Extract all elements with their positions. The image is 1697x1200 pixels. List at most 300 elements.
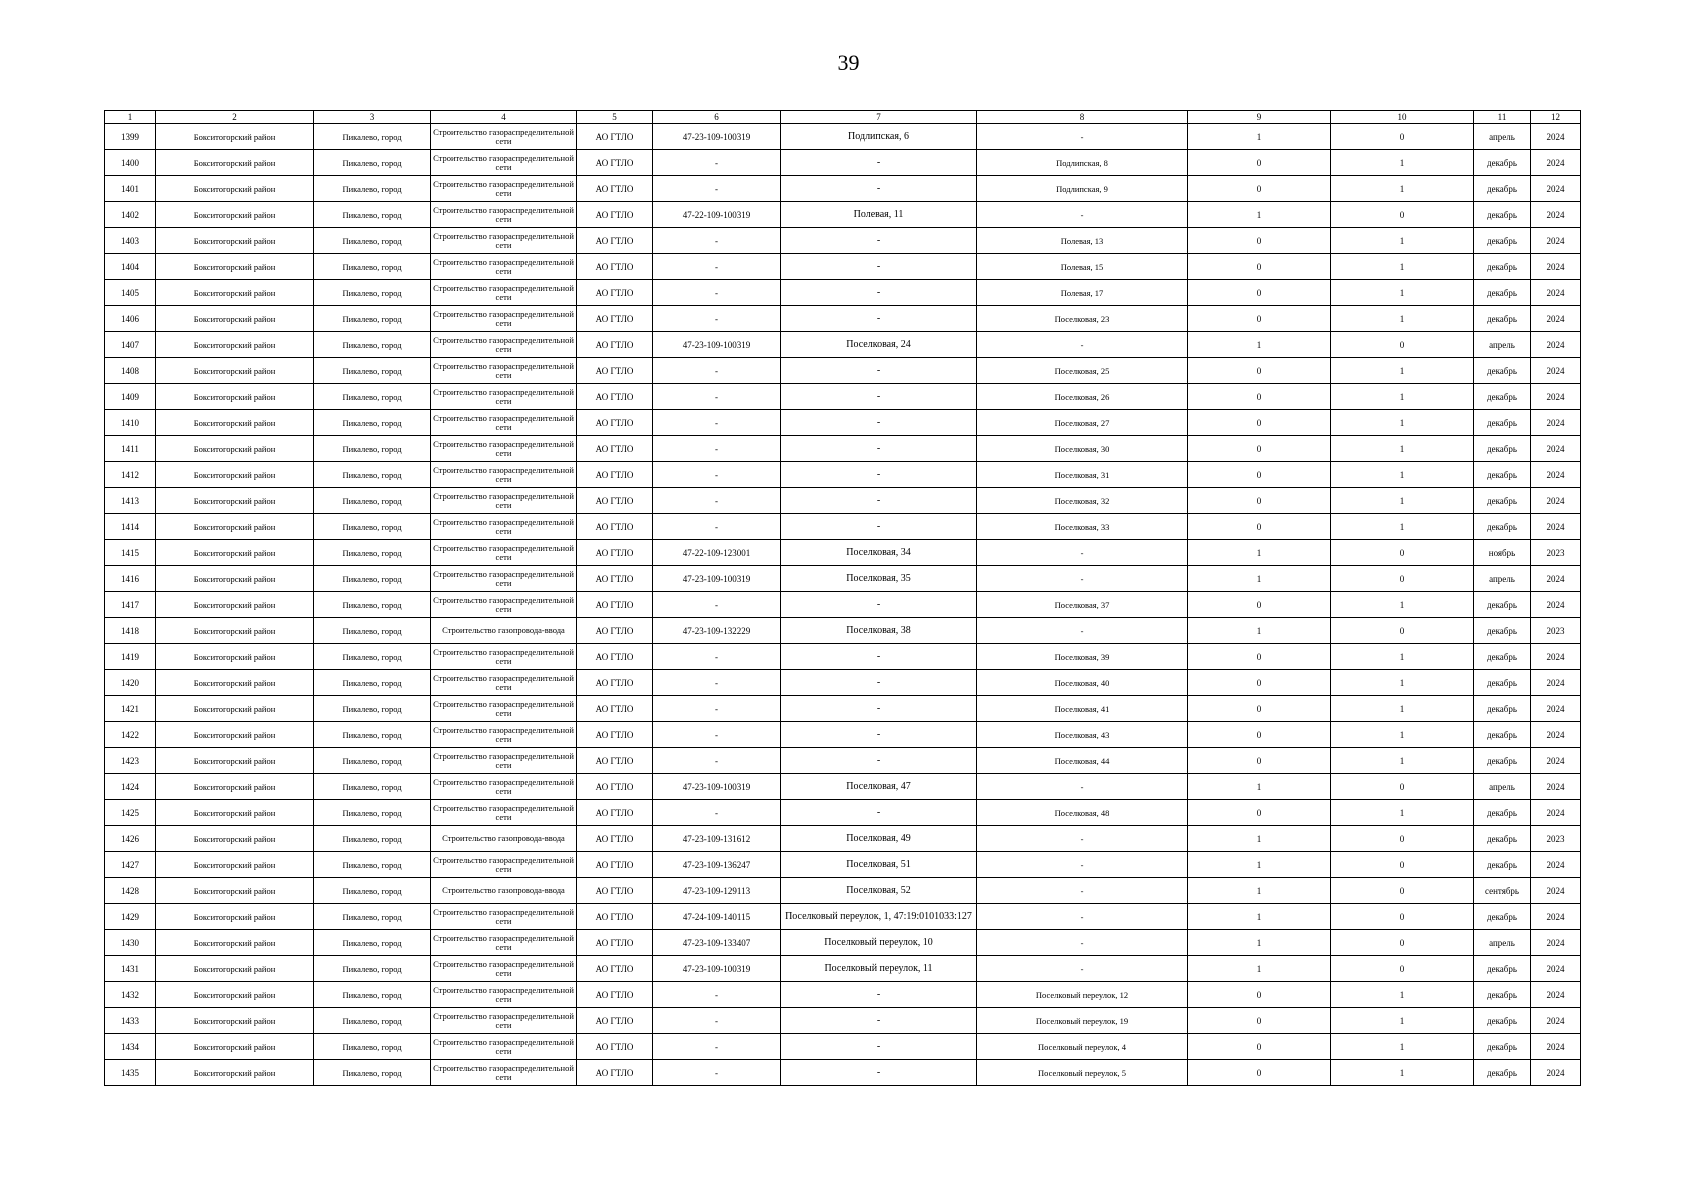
row-number-cell: 1422 <box>105 722 156 748</box>
count-planned-cell: 1 <box>1331 254 1474 280</box>
table-row <box>105 722 1581 748</box>
district-cell: Бокситогорский район <box>156 982 314 1008</box>
count-planned-cell: 1 <box>1331 592 1474 618</box>
application-number-cell: 47-22-109-123001 <box>653 540 781 566</box>
organization-cell: АО ГТЛО <box>577 774 653 800</box>
city-cell: Пикалево, город <box>314 124 431 150</box>
count-connected-cell: 1 <box>1188 124 1331 150</box>
count-planned-cell: 0 <box>1331 878 1474 904</box>
count-connected-cell: 0 <box>1188 254 1331 280</box>
work-type-cell: Строительство газораспределительной сети <box>431 644 577 670</box>
row-number-cell: 1411 <box>105 436 156 462</box>
month-cell: декабрь <box>1474 644 1531 670</box>
table-row <box>105 696 1581 722</box>
row-number-cell: 1430 <box>105 930 156 956</box>
header-row <box>105 111 1581 124</box>
application-number-cell: 47-23-109-100319 <box>653 956 781 982</box>
district-cell: Бокситогорский район <box>156 462 314 488</box>
table-row <box>105 280 1581 306</box>
planned-address-cell: Поселковый переулок, 4 <box>977 1034 1188 1060</box>
district-cell: Бокситогорский район <box>156 774 314 800</box>
month-cell: декабрь <box>1474 592 1531 618</box>
work-type-cell: Строительство газопровода-ввода <box>431 878 577 904</box>
year-cell: 2024 <box>1531 878 1581 904</box>
year-cell: 2024 <box>1531 306 1581 332</box>
organization-cell: АО ГТЛО <box>577 670 653 696</box>
work-type-cell: Строительство газораспределительной сети <box>431 410 577 436</box>
city-cell: Пикалево, город <box>314 904 431 930</box>
city-cell: Пикалево, город <box>314 930 431 956</box>
organization-cell: АО ГТЛО <box>577 722 653 748</box>
address-cell: - <box>781 254 977 280</box>
application-number-cell: 47-23-109-136247 <box>653 852 781 878</box>
planned-address-cell: Полевая, 13 <box>977 228 1188 254</box>
city-cell: Пикалево, город <box>314 592 431 618</box>
count-planned-cell: 1 <box>1331 514 1474 540</box>
application-number-cell: - <box>653 696 781 722</box>
planned-address-cell: - <box>977 332 1188 358</box>
planned-address-cell: Поселковая, 23 <box>977 306 1188 332</box>
application-number-cell: - <box>653 722 781 748</box>
month-cell: декабрь <box>1474 306 1531 332</box>
application-number-cell: - <box>653 228 781 254</box>
work-type-cell: Строительство газораспределительной сети <box>431 930 577 956</box>
count-planned-cell: 0 <box>1331 124 1474 150</box>
application-number-cell: - <box>653 982 781 1008</box>
application-number-cell: 47-23-109-100319 <box>653 774 781 800</box>
col-header: 12 <box>1531 111 1581 124</box>
count-planned-cell: 0 <box>1331 566 1474 592</box>
district-cell: Бокситогорский район <box>156 254 314 280</box>
work-type-cell: Строительство газораспределительной сети <box>431 228 577 254</box>
address-cell: - <box>781 280 977 306</box>
planned-address-cell: Подлипская, 9 <box>977 176 1188 202</box>
city-cell: Пикалево, город <box>314 774 431 800</box>
row-number-cell: 1431 <box>105 956 156 982</box>
organization-cell: АО ГТЛО <box>577 306 653 332</box>
table-row <box>105 410 1581 436</box>
city-cell: Пикалево, город <box>314 384 431 410</box>
application-number-cell: - <box>653 800 781 826</box>
year-cell: 2024 <box>1531 332 1581 358</box>
month-cell: декабрь <box>1474 202 1531 228</box>
row-number-cell: 1417 <box>105 592 156 618</box>
planned-address-cell: Поселковая, 48 <box>977 800 1188 826</box>
count-planned-cell: 0 <box>1331 202 1474 228</box>
row-number-cell: 1425 <box>105 800 156 826</box>
month-cell: декабрь <box>1474 1034 1531 1060</box>
district-cell: Бокситогорский район <box>156 436 314 462</box>
count-connected-cell: 0 <box>1188 1008 1331 1034</box>
city-cell: Пикалево, город <box>314 176 431 202</box>
city-cell: Пикалево, город <box>314 696 431 722</box>
table-row <box>105 358 1581 384</box>
work-type-cell: Строительство газораспределительной сети <box>431 202 577 228</box>
application-number-cell: 47-23-109-133407 <box>653 930 781 956</box>
count-planned-cell: 1 <box>1331 670 1474 696</box>
work-type-cell: Строительство газораспределительной сети <box>431 540 577 566</box>
col-header: 11 <box>1474 111 1531 124</box>
table-row <box>105 1008 1581 1034</box>
work-type-cell: Строительство газопровода-ввода <box>431 826 577 852</box>
application-number-cell: 47-23-109-132229 <box>653 618 781 644</box>
month-cell: декабрь <box>1474 384 1531 410</box>
application-number-cell: 47-23-109-100319 <box>653 332 781 358</box>
city-cell: Пикалево, город <box>314 514 431 540</box>
count-connected-cell: 0 <box>1188 384 1331 410</box>
planned-address-cell: - <box>977 930 1188 956</box>
organization-cell: АО ГТЛО <box>577 228 653 254</box>
organization-cell: АО ГТЛО <box>577 878 653 904</box>
gasification-table <box>104 110 1581 1086</box>
address-cell: - <box>781 306 977 332</box>
count-planned-cell: 1 <box>1331 488 1474 514</box>
count-connected-cell: 1 <box>1188 566 1331 592</box>
row-number-cell: 1414 <box>105 514 156 540</box>
year-cell: 2024 <box>1531 410 1581 436</box>
address-cell: - <box>781 982 977 1008</box>
application-number-cell: - <box>653 514 781 540</box>
count-connected-cell: 0 <box>1188 696 1331 722</box>
organization-cell: АО ГТЛО <box>577 1034 653 1060</box>
table-row <box>105 176 1581 202</box>
count-planned-cell: 1 <box>1331 150 1474 176</box>
row-number-cell: 1415 <box>105 540 156 566</box>
count-connected-cell: 0 <box>1188 228 1331 254</box>
work-type-cell: Строительство газораспределительной сети <box>431 1060 577 1086</box>
count-planned-cell: 1 <box>1331 1008 1474 1034</box>
city-cell: Пикалево, город <box>314 150 431 176</box>
month-cell: декабрь <box>1474 800 1531 826</box>
month-cell: сентябрь <box>1474 878 1531 904</box>
year-cell: 2024 <box>1531 358 1581 384</box>
year-cell: 2024 <box>1531 774 1581 800</box>
district-cell: Бокситогорский район <box>156 488 314 514</box>
address-cell: Полевая, 11 <box>781 202 977 228</box>
year-cell: 2023 <box>1531 826 1581 852</box>
year-cell: 2024 <box>1531 566 1581 592</box>
address-cell: - <box>781 150 977 176</box>
count-connected-cell: 1 <box>1188 202 1331 228</box>
organization-cell: АО ГТЛО <box>577 514 653 540</box>
table-row <box>105 462 1581 488</box>
city-cell: Пикалево, город <box>314 852 431 878</box>
count-connected-cell: 0 <box>1188 280 1331 306</box>
planned-address-cell: - <box>977 202 1188 228</box>
district-cell: Бокситогорский район <box>156 696 314 722</box>
district-cell: Бокситогорский район <box>156 514 314 540</box>
year-cell: 2024 <box>1531 670 1581 696</box>
row-number-cell: 1402 <box>105 202 156 228</box>
count-planned-cell: 0 <box>1331 540 1474 566</box>
district-cell: Бокситогорский район <box>156 826 314 852</box>
address-cell: Поселковая, 47 <box>781 774 977 800</box>
address-cell: - <box>781 722 977 748</box>
district-cell: Бокситогорский район <box>156 852 314 878</box>
row-number-cell: 1427 <box>105 852 156 878</box>
table-row <box>105 904 1581 930</box>
count-connected-cell: 1 <box>1188 904 1331 930</box>
year-cell: 2024 <box>1531 280 1581 306</box>
year-cell: 2024 <box>1531 800 1581 826</box>
table-row <box>105 774 1581 800</box>
planned-address-cell: - <box>977 774 1188 800</box>
application-number-cell: - <box>653 1060 781 1086</box>
address-cell: - <box>781 358 977 384</box>
planned-address-cell: - <box>977 878 1188 904</box>
city-cell: Пикалево, город <box>314 566 431 592</box>
city-cell: Пикалево, город <box>314 410 431 436</box>
city-cell: Пикалево, город <box>314 1034 431 1060</box>
application-number-cell: 47-24-109-140115 <box>653 904 781 930</box>
work-type-cell: Строительство газораспределительной сети <box>431 696 577 722</box>
row-number-cell: 1419 <box>105 644 156 670</box>
month-cell: декабрь <box>1474 618 1531 644</box>
planned-address-cell: - <box>977 956 1188 982</box>
organization-cell: АО ГТЛО <box>577 254 653 280</box>
month-cell: декабрь <box>1474 670 1531 696</box>
col-header: 5 <box>577 111 653 124</box>
month-cell: декабрь <box>1474 436 1531 462</box>
address-cell: - <box>781 410 977 436</box>
work-type-cell: Строительство газораспределительной сети <box>431 956 577 982</box>
application-number-cell: - <box>653 254 781 280</box>
address-cell: Поселковая, 38 <box>781 618 977 644</box>
year-cell: 2024 <box>1531 436 1581 462</box>
application-number-cell: - <box>653 592 781 618</box>
table-row <box>105 384 1581 410</box>
year-cell: 2024 <box>1531 1008 1581 1034</box>
application-number-cell: - <box>653 748 781 774</box>
address-cell: - <box>781 436 977 462</box>
month-cell: декабрь <box>1474 514 1531 540</box>
planned-address-cell: - <box>977 852 1188 878</box>
organization-cell: АО ГТЛО <box>577 436 653 462</box>
planned-address-cell: - <box>977 904 1188 930</box>
year-cell: 2024 <box>1531 1034 1581 1060</box>
work-type-cell: Строительство газораспределительной сети <box>431 124 577 150</box>
city-cell: Пикалево, город <box>314 748 431 774</box>
col-header: 4 <box>431 111 577 124</box>
table-row <box>105 514 1581 540</box>
count-planned-cell: 0 <box>1331 956 1474 982</box>
city-cell: Пикалево, город <box>314 1008 431 1034</box>
work-type-cell: Строительство газораспределительной сети <box>431 488 577 514</box>
table-row <box>105 956 1581 982</box>
planned-address-cell: - <box>977 826 1188 852</box>
district-cell: Бокситогорский район <box>156 150 314 176</box>
work-type-cell: Строительство газораспределительной сети <box>431 514 577 540</box>
organization-cell: АО ГТЛО <box>577 332 653 358</box>
col-header: 8 <box>977 111 1188 124</box>
organization-cell: АО ГТЛО <box>577 904 653 930</box>
count-connected-cell: 0 <box>1188 644 1331 670</box>
application-number-cell: - <box>653 150 781 176</box>
district-cell: Бокситогорский район <box>156 800 314 826</box>
table-row <box>105 800 1581 826</box>
table-row <box>105 982 1581 1008</box>
planned-address-cell: Поселковая, 33 <box>977 514 1188 540</box>
address-cell: - <box>781 384 977 410</box>
organization-cell: АО ГТЛО <box>577 618 653 644</box>
planned-address-cell: Поселковая, 25 <box>977 358 1188 384</box>
count-connected-cell: 0 <box>1188 800 1331 826</box>
count-planned-cell: 0 <box>1331 904 1474 930</box>
planned-address-cell: - <box>977 566 1188 592</box>
row-number-cell: 1432 <box>105 982 156 1008</box>
work-type-cell: Строительство газопровода-ввода <box>431 618 577 644</box>
month-cell: декабрь <box>1474 1060 1531 1086</box>
month-cell: декабрь <box>1474 150 1531 176</box>
year-cell: 2024 <box>1531 696 1581 722</box>
city-cell: Пикалево, город <box>314 826 431 852</box>
col-header: 1 <box>105 111 156 124</box>
month-cell: декабрь <box>1474 358 1531 384</box>
count-planned-cell: 1 <box>1331 358 1474 384</box>
work-type-cell: Строительство газораспределительной сети <box>431 904 577 930</box>
year-cell: 2024 <box>1531 228 1581 254</box>
count-planned-cell: 0 <box>1331 774 1474 800</box>
count-planned-cell: 0 <box>1331 618 1474 644</box>
city-cell: Пикалево, город <box>314 332 431 358</box>
address-cell: - <box>781 800 977 826</box>
planned-address-cell: Поселковая, 39 <box>977 644 1188 670</box>
application-number-cell: 47-22-109-100319 <box>653 202 781 228</box>
address-cell: - <box>781 592 977 618</box>
address-cell: - <box>781 670 977 696</box>
district-cell: Бокситогорский район <box>156 306 314 332</box>
month-cell: апрель <box>1474 930 1531 956</box>
year-cell: 2024 <box>1531 592 1581 618</box>
district-cell: Бокситогорский район <box>156 332 314 358</box>
work-type-cell: Строительство газораспределительной сети <box>431 358 577 384</box>
organization-cell: АО ГТЛО <box>577 488 653 514</box>
address-cell: - <box>781 1034 977 1060</box>
district-cell: Бокситогорский район <box>156 384 314 410</box>
organization-cell: АО ГТЛО <box>577 930 653 956</box>
organization-cell: АО ГТЛО <box>577 540 653 566</box>
row-number-cell: 1401 <box>105 176 156 202</box>
row-number-cell: 1435 <box>105 1060 156 1086</box>
row-number-cell: 1418 <box>105 618 156 644</box>
organization-cell: АО ГТЛО <box>577 800 653 826</box>
month-cell: декабрь <box>1474 826 1531 852</box>
application-number-cell: 47-23-109-131612 <box>653 826 781 852</box>
table-row <box>105 670 1581 696</box>
table-body <box>105 124 1581 1086</box>
organization-cell: АО ГТЛО <box>577 566 653 592</box>
row-number-cell: 1420 <box>105 670 156 696</box>
table-row <box>105 540 1581 566</box>
organization-cell: АО ГТЛО <box>577 956 653 982</box>
table-row <box>105 852 1581 878</box>
planned-address-cell: Поселковая, 32 <box>977 488 1188 514</box>
district-cell: Бокситогорский район <box>156 176 314 202</box>
table-row <box>105 202 1581 228</box>
planned-address-cell: Подлипская, 8 <box>977 150 1188 176</box>
month-cell: апрель <box>1474 774 1531 800</box>
application-number-cell: - <box>653 644 781 670</box>
count-planned-cell: 1 <box>1331 176 1474 202</box>
work-type-cell: Строительство газораспределительной сети <box>431 722 577 748</box>
district-cell: Бокситогорский район <box>156 748 314 774</box>
city-cell: Пикалево, город <box>314 1060 431 1086</box>
organization-cell: АО ГТЛО <box>577 696 653 722</box>
work-type-cell: Строительство газораспределительной сети <box>431 1034 577 1060</box>
organization-cell: АО ГТЛО <box>577 150 653 176</box>
city-cell: Пикалево, город <box>314 722 431 748</box>
count-connected-cell: 0 <box>1188 670 1331 696</box>
application-number-cell: - <box>653 410 781 436</box>
year-cell: 2024 <box>1531 254 1581 280</box>
district-cell: Бокситогорский район <box>156 592 314 618</box>
application-number-cell: 47-23-109-129113 <box>653 878 781 904</box>
city-cell: Пикалево, город <box>314 982 431 1008</box>
row-number-cell: 1434 <box>105 1034 156 1060</box>
row-number-cell: 1426 <box>105 826 156 852</box>
year-cell: 2024 <box>1531 982 1581 1008</box>
district-cell: Бокситогорский район <box>156 280 314 306</box>
year-cell: 2024 <box>1531 930 1581 956</box>
district-cell: Бокситогорский район <box>156 228 314 254</box>
row-number-cell: 1412 <box>105 462 156 488</box>
count-connected-cell: 1 <box>1188 332 1331 358</box>
month-cell: апрель <box>1474 124 1531 150</box>
planned-address-cell: Поселковая, 43 <box>977 722 1188 748</box>
table-row <box>105 592 1581 618</box>
city-cell: Пикалево, город <box>314 306 431 332</box>
organization-cell: АО ГТЛО <box>577 1008 653 1034</box>
work-type-cell: Строительство газораспределительной сети <box>431 176 577 202</box>
page-number: 39 <box>837 50 860 75</box>
table-row <box>105 748 1581 774</box>
planned-address-cell: Поселковая, 31 <box>977 462 1188 488</box>
planned-address-cell: Полевая, 15 <box>977 254 1188 280</box>
city-cell: Пикалево, город <box>314 202 431 228</box>
work-type-cell: Строительство газораспределительной сети <box>431 748 577 774</box>
table-row <box>105 332 1581 358</box>
count-planned-cell: 1 <box>1331 800 1474 826</box>
organization-cell: АО ГТЛО <box>577 748 653 774</box>
district-cell: Бокситогорский район <box>156 410 314 436</box>
organization-cell: АО ГТЛО <box>577 852 653 878</box>
count-connected-cell: 0 <box>1188 358 1331 384</box>
work-type-cell: Строительство газораспределительной сети <box>431 150 577 176</box>
count-planned-cell: 0 <box>1331 852 1474 878</box>
address-cell: - <box>781 514 977 540</box>
row-number-cell: 1400 <box>105 150 156 176</box>
year-cell: 2024 <box>1531 150 1581 176</box>
month-cell: декабрь <box>1474 176 1531 202</box>
row-number-cell: 1421 <box>105 696 156 722</box>
year-cell: 2023 <box>1531 540 1581 566</box>
city-cell: Пикалево, город <box>314 488 431 514</box>
district-cell: Бокситогорский район <box>156 930 314 956</box>
col-header: 9 <box>1188 111 1331 124</box>
row-number-cell: 1410 <box>105 410 156 436</box>
work-type-cell: Строительство газораспределительной сети <box>431 982 577 1008</box>
city-cell: Пикалево, город <box>314 670 431 696</box>
row-number-cell: 1424 <box>105 774 156 800</box>
row-number-cell: 1416 <box>105 566 156 592</box>
table-row <box>105 618 1581 644</box>
count-connected-cell: 1 <box>1188 826 1331 852</box>
count-planned-cell: 1 <box>1331 410 1474 436</box>
count-planned-cell: 1 <box>1331 384 1474 410</box>
month-cell: декабрь <box>1474 696 1531 722</box>
work-type-cell: Строительство газораспределительной сети <box>431 280 577 306</box>
city-cell: Пикалево, город <box>314 956 431 982</box>
